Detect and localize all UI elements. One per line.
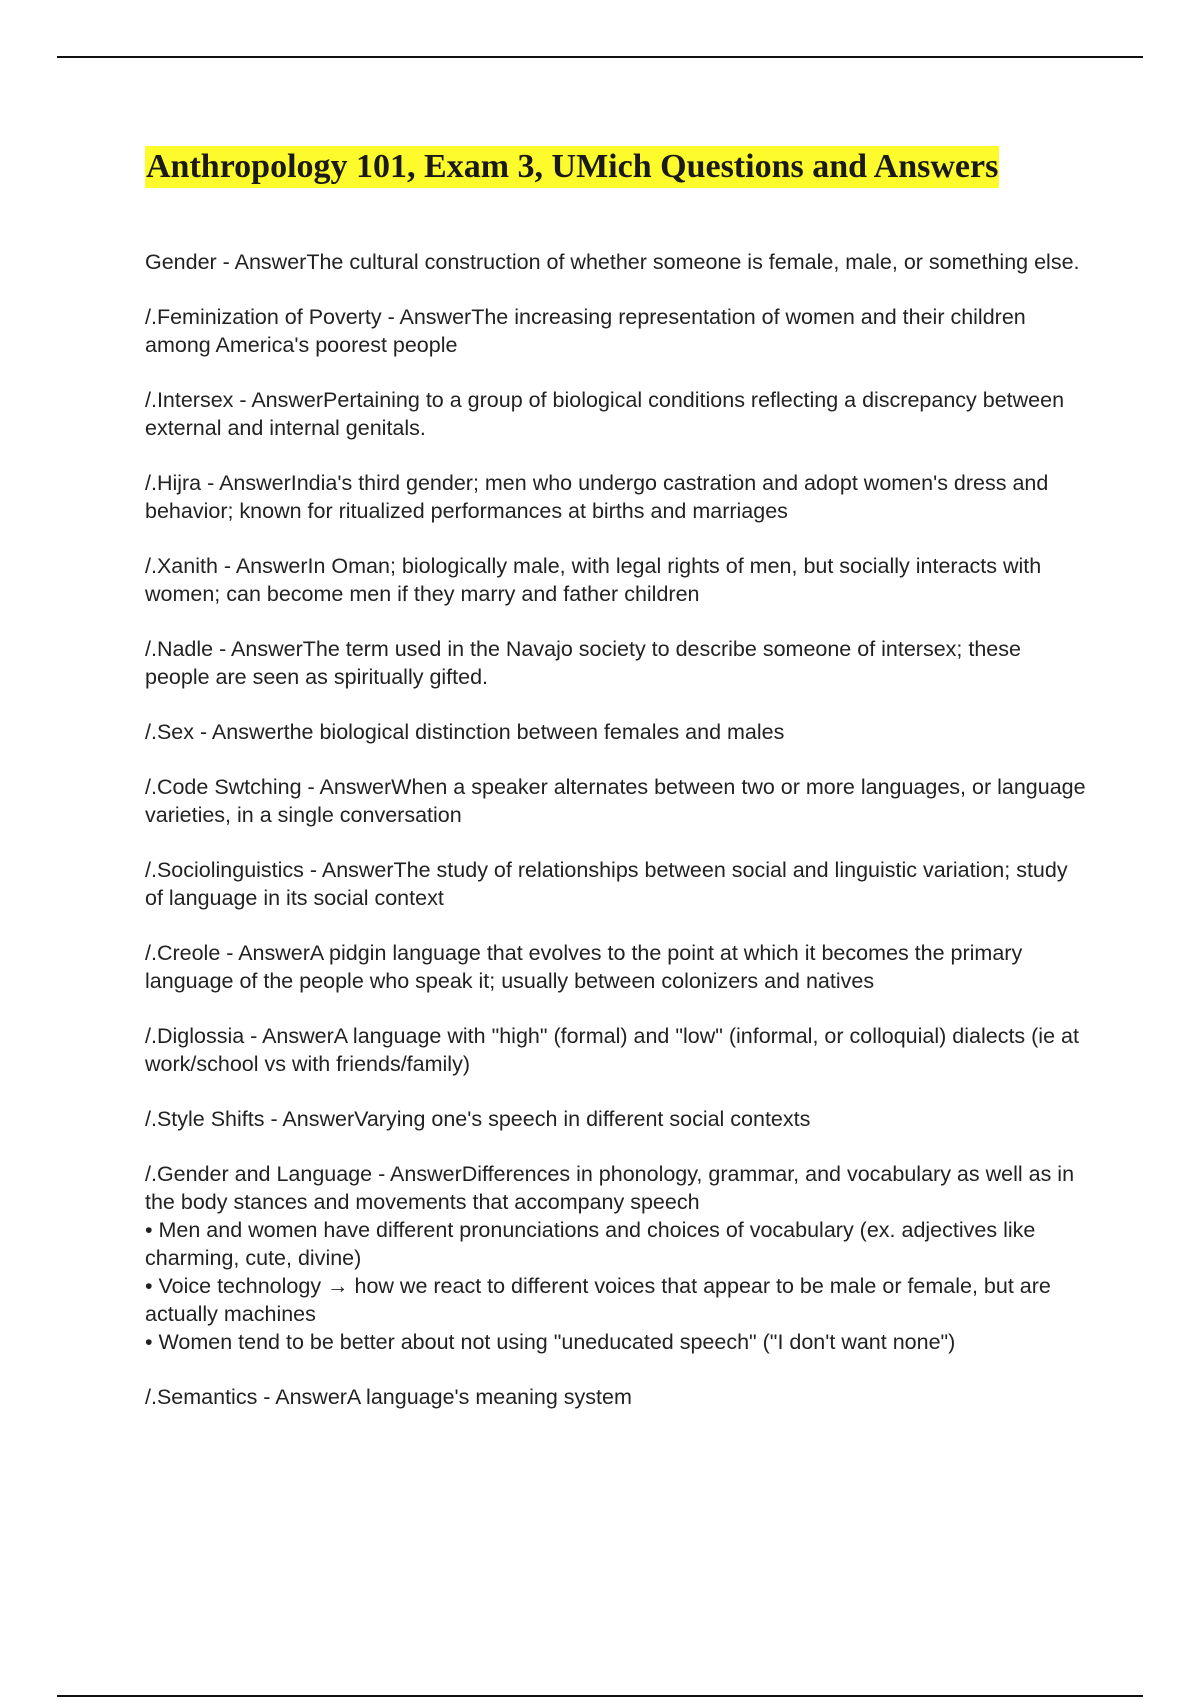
document-title: Anthropology 101, Exam 3, UMich Questions and Answers [145,146,999,188]
qa-entry-gender: Gender - AnswerThe cultural construction of whether someone is female, male, or something else. [145,250,1080,274]
bullet-item: • Voice technology → how we react to different voices that appear to be male or female, but are actually machines [145,1274,1051,1326]
qa-list [145,248,1090,1411]
qa-entry-diglossia: /.Diglossia - AnswerA language with "high" (formal) and "low" (informal, or colloquial) dialects (ie at work/school vs with friends/family) [145,1024,1079,1076]
footer-rule [57,1695,1143,1697]
qa-entry-text: /.Gender and Language - AnswerDifferences in phonology, grammar, and vocabulary as well as in the body stances and movements that accompany speech [145,1162,1075,1214]
qa-entry-sociolinguistics: /.Sociolinguistics - AnswerThe study of relationships between social and linguistic variation; study of language in its social context [145,858,1068,910]
qa-entry-creole: /.Creole - AnswerA pidgin language that evolves to the point at which it becomes the primary language of the people who speak it; usually between colonizers and natives [145,941,1023,993]
qa-entry-nadle: /.Nadle - AnswerThe term used in the Navajo society to describe someone of intersex; these people are seen as spiritually gifted. [145,637,1021,689]
qa-entry-code-switching: /.Code Swtching - AnswerWhen a speaker alternates between two or more languages, or language varieties, in a single conversation [145,775,1086,827]
bullet-item: • Women tend to be better about not using "uneducated speech" ("I don't want none") [145,1330,956,1354]
bullet-item: • Men and women have different pronunciations and choices of vocabulary (ex. adjectives like charming, cute, divine) [145,1218,1036,1270]
qa-entry-style-shifts: /.Style Shifts - AnswerVarying one's speech in different social contexts [145,1107,811,1131]
qa-entry-semantics: /.Semantics - AnswerA language's meaning system [145,1385,632,1409]
document-body [145,146,1090,1438]
qa-entry-feminization-of-poverty: /.Feminization of Poverty - AnswerThe increasing representation of women and their children among America's poorest people [145,305,1026,357]
header-rule [57,56,1143,58]
qa-entry-xanith: /.Xanith - AnswerIn Oman; biologically male, with legal rights of men, but socially interacts with women; can become men if they marry and father children [145,554,1042,606]
qa-entry-gender-and-language [145,1160,1090,1356]
qa-entry-sex: /.Sex - Answerthe biological distinction between females and males [145,720,785,744]
bullet-list [145,1216,1090,1356]
qa-entry-intersex: /.Intersex - AnswerPertaining to a group of biological conditions reflecting a discrepancy between external and internal genitals. [145,388,1065,440]
qa-entry-hijra: /.Hijra - AnswerIndia's third gender; men who undergo castration and adopt women's dress and behavior; known for ritualized performances at births and marriages [145,471,1049,523]
